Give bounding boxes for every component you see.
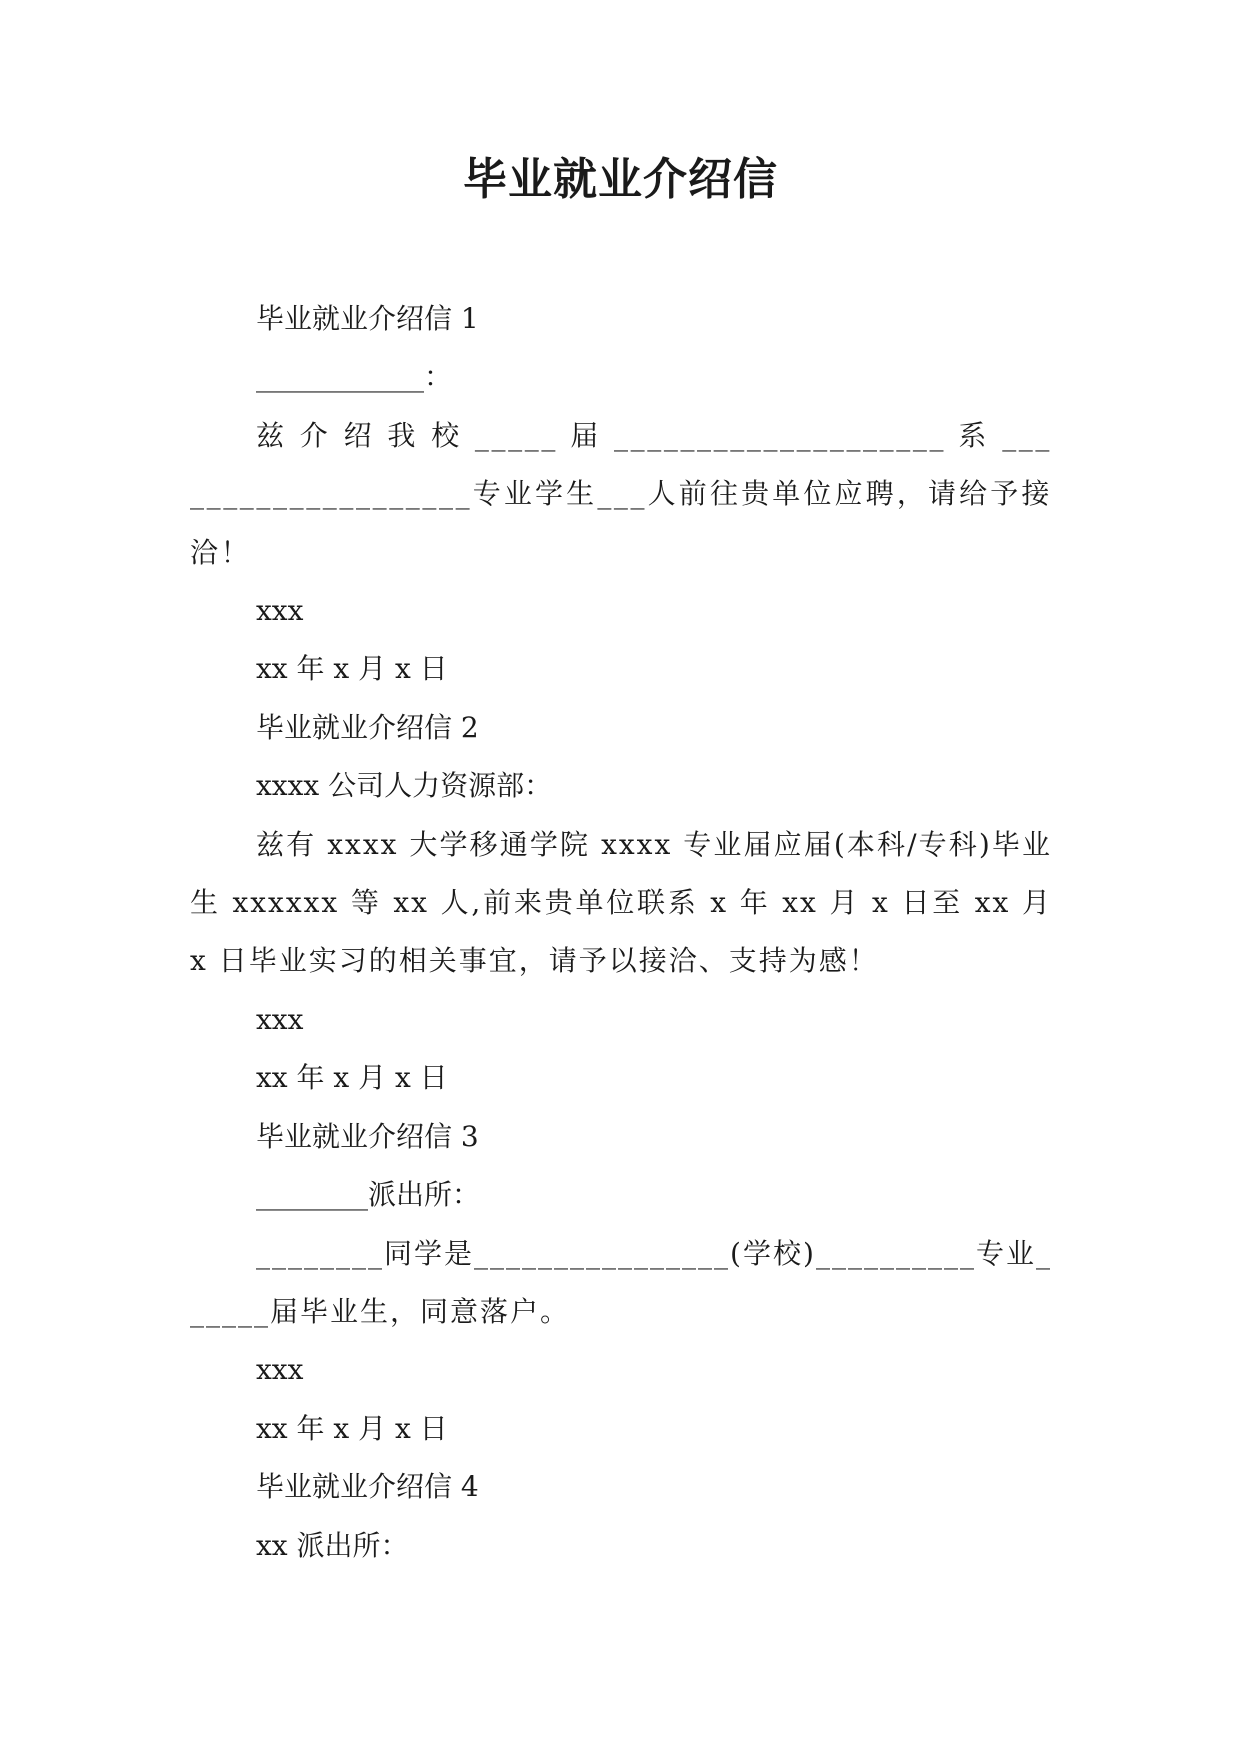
letter2-heading: 毕业就业介绍信 2 bbox=[256, 710, 479, 744]
letter3-date: xx 年 x 月 x 日 bbox=[256, 1411, 448, 1445]
letter1-body: 兹 介 绍 我 校 _____ 届 ____________________ 系 ____________________专业学生___人前往贵单位应聘，请给予接洽！ bbox=[190, 418, 1052, 569]
letter1-salutation: ____________： bbox=[256, 360, 453, 394]
letter3-body: ________同学是________________(学校)__________专业______届毕业生，同意落户。 bbox=[190, 1236, 1052, 1328]
letter1-signer: xxx bbox=[256, 594, 304, 628]
letter1-heading: 毕业就业介绍信 1 bbox=[256, 302, 479, 335]
document-title: 毕业就业介绍信 bbox=[463, 154, 778, 205]
letter4-heading: 毕业就业介绍信 4 bbox=[256, 1470, 479, 1504]
letter4-salutation: xx 派出所： bbox=[256, 1528, 409, 1562]
letter2-date: xx 年 x 月 x 日 bbox=[256, 1061, 448, 1095]
letter2-signer: xxx bbox=[256, 1002, 304, 1036]
document-body bbox=[190, 290, 1052, 1575]
letter3-heading: 毕业就业介绍信 3 bbox=[256, 1119, 479, 1153]
letter2-salutation: xxxx 公司人力资源部： bbox=[256, 769, 553, 803]
letter3-signer: xxx bbox=[256, 1353, 304, 1387]
letter3-salutation: ________派出所： bbox=[256, 1178, 481, 1212]
letter2-body: 兹有 xxxx 大学移通学院 xxxx 专业届应届(本科/专科)毕业生 xxxxxx 等 xx 人,前来贵单位联系 x 年 xx 月 x 日至 xx 月 x 日毕业实习的相关事宜，请予以接洽、支持为感！ bbox=[190, 827, 1052, 978]
letter1-date: xx 年 x 月 x 日 bbox=[256, 652, 448, 686]
